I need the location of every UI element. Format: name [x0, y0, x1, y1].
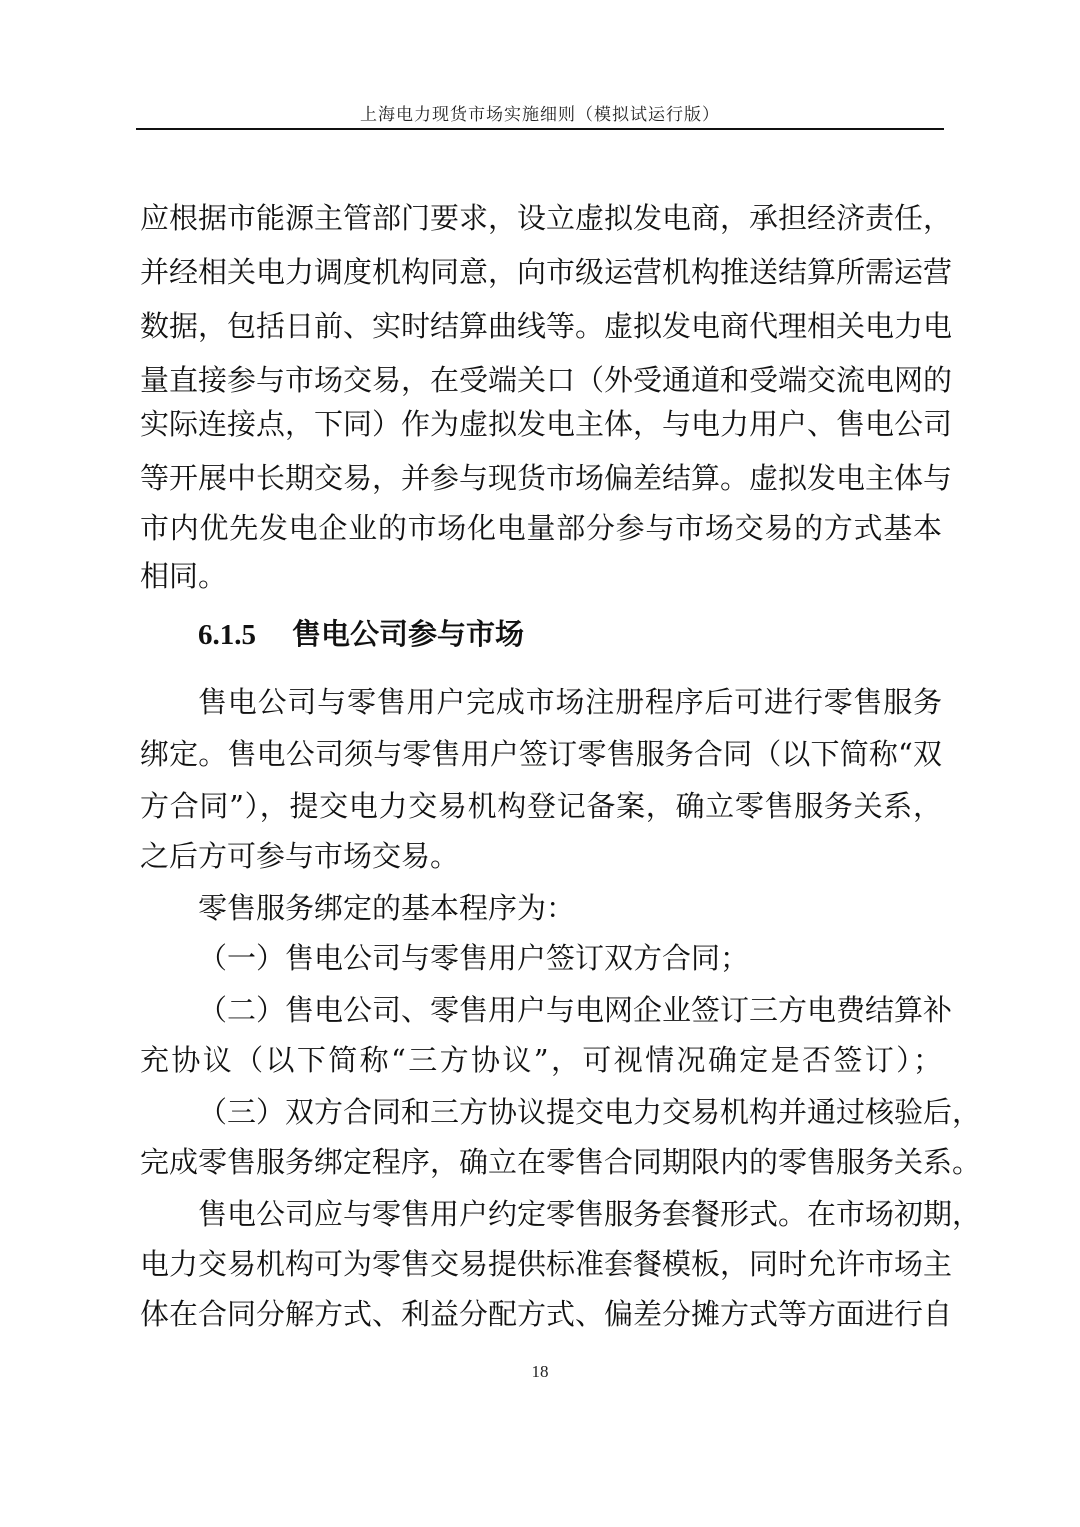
paragraph-1-line: 并经相关电力调度机构同意，向市级运营机构推送结算所需运营	[140, 255, 953, 289]
step-3-line-2: 完成零售服务绑定程序，确立在零售合同期限内的零售服务关系。	[140, 1145, 982, 1179]
header-rule	[136, 128, 944, 130]
step-1: （一）售电公司与零售用户签订双方合同；	[198, 941, 750, 975]
paragraph-1-line: 实际连接点，下同）作为虚拟发电主体，与电力用户、售电公司	[140, 407, 953, 441]
step-3-line-1: （三）双方合同和三方协议提交电力交易机构并通过核验后，	[198, 1095, 982, 1129]
paragraph-3-line: 体在合同分解方式、利益分配方式、偏差分摊方式等方面进行自	[140, 1297, 953, 1331]
section-number: 6.1.5	[198, 619, 256, 651]
paragraph-3-line: 电力交易机构可为零售交易提供标准套餐模板，同时允许市场主	[140, 1247, 953, 1281]
page-number: 18	[531, 1362, 549, 1381]
paragraph-1-line: 相同。	[140, 559, 228, 593]
paragraph-2-line: 之后方可参与市场交易。	[140, 839, 460, 873]
running-header: 上海电力现货市场实施细则（模拟试运行版）	[360, 105, 720, 125]
paragraph-1-line: 量直接参与市场交易，在受端关口（外受通道和受端交流电网的	[140, 363, 953, 397]
procedure-intro: 零售服务绑定的基本程序为：	[198, 891, 576, 925]
paragraph-1-line: 应根据市能源主管部门要求，设立虚拟发电商，承担经济责任，	[140, 201, 953, 235]
paragraph-1-line: 数据，包括日前、实时结算曲线等。虚拟发电商代理相关电力电	[140, 309, 953, 343]
section-heading	[198, 608, 524, 660]
paragraph-3-line: 售电公司应与零售用户约定零售服务套餐形式。在市场初期，	[198, 1197, 982, 1231]
paragraph-1-line: 市内优先发电企业的市场化电量部分参与市场交易的方式基本	[140, 511, 942, 545]
paragraph-2-line: 方合同”），提交电力交易机构登记备案，确立零售服务关系，	[140, 789, 942, 823]
section-title: 售电公司参与市场	[292, 617, 525, 651]
step-2-line-2: 充协议（以下简称“三方协议”，可视情况确定是否签订）；	[140, 1043, 942, 1077]
step-2-line-1: （二）售电公司、零售用户与电网企业签订三方电费结算补	[198, 993, 953, 1027]
paragraph-2-line: 售电公司与零售用户完成市场注册程序后可进行零售服务	[198, 685, 942, 719]
paragraph-2-line: 绑定。售电公司须与零售用户签订零售服务合同（以下简称“双	[140, 737, 942, 771]
paragraph-1-line: 等开展中长期交易，并参与现货市场偏差结算。虚拟发电主体与	[140, 461, 953, 495]
